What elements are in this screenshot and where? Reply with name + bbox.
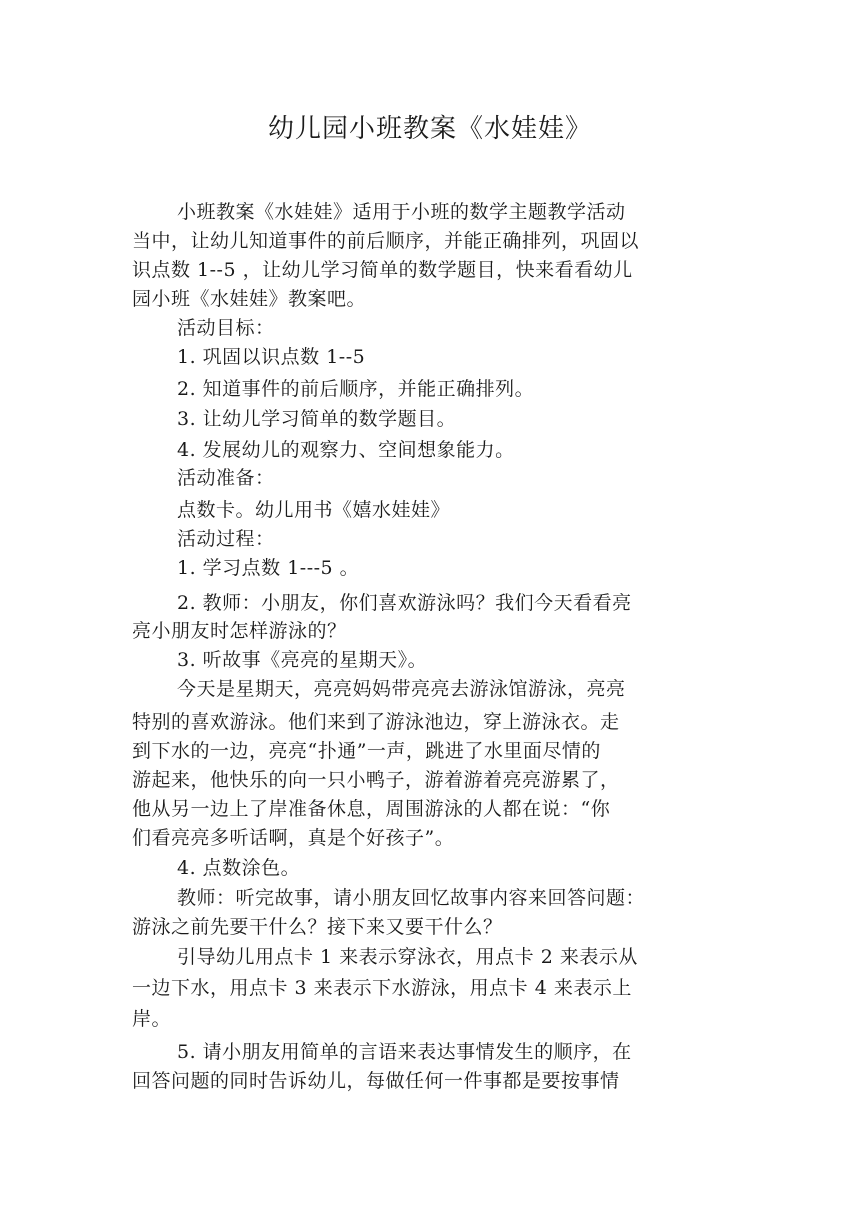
list-item: 4. 点数涂色。 — [177, 857, 301, 879]
paragraph-line: 一边下水，用点卡 3 来表示下水游泳，用点卡 4 来表示上 — [132, 977, 632, 999]
paragraph-line: 到下水的一边，亮亮“扑通”一声，跳进了水里面尽情的 — [132, 740, 601, 762]
paragraph-line: 今天是星期天，亮亮妈妈带亮亮去游泳馆游泳，亮亮 — [177, 678, 626, 700]
paragraph-line: 识点数 1--5 ，让幼儿学习简单的数学题目，快来看看幼儿 — [132, 259, 633, 281]
list-item: 3. 让幼儿学习简单的数学题目。 — [177, 408, 457, 430]
list-item: 5. 请小朋友用简单的言语来表达事情发生的顺序，在 — [177, 1041, 632, 1063]
paragraph-line: 当中，让幼儿知道事件的前后顺序，并能正确排列，巩固以 — [132, 230, 640, 252]
paragraph-line: 园小班《水娃娃》教案吧。 — [132, 288, 367, 310]
list-item: 2. 知道事件的前后顺序，并能正确排列。 — [177, 378, 535, 400]
document-title: 幼儿园小班教案《水娃娃》 — [267, 114, 592, 144]
paragraph-line: 岸。 — [132, 1008, 172, 1030]
section-heading: 活动准备： — [177, 467, 275, 489]
list-item: 1. 巩固以识点数 1--5 — [177, 346, 366, 368]
paragraph-line: 他从另一边上了岸准备休息，周围游泳的人都在说：“你 — [132, 798, 611, 820]
list-item: 3. 听故事《亮亮的星期天》。 — [177, 649, 428, 671]
paragraph-line: 亮小朋友时怎样游泳的？ — [132, 620, 347, 642]
list-item: 4. 发展幼儿的观察力、空间想象能力。 — [177, 439, 515, 461]
paragraph-line: 引导幼儿用点卡 1 来表示穿泳衣，用点卡 2 来表示从 — [177, 946, 638, 968]
section-heading: 活动目标： — [177, 317, 275, 339]
paragraph-line: 小班教案《水娃娃》适用于小班的数学主题教学活动 — [177, 201, 626, 223]
paragraph-line: 回答问题的同时告诉幼儿，每做任何一件事都是要按事情 — [132, 1070, 620, 1092]
list-item: 1. 学习点数 1---5 。 — [177, 557, 360, 579]
paragraph-line: 教师：听完故事，请小朋友回忆故事内容来回答问题： — [177, 887, 646, 909]
list-item: 2. 教师：小朋友，你们喜欢游泳吗？我们今天看看亮 — [177, 592, 632, 614]
section-heading: 活动过程： — [177, 528, 275, 550]
paragraph-line: 特别的喜欢游泳。他们来到了游泳池边，穿上游泳衣。走 — [132, 711, 620, 733]
paragraph-line: 们看亮亮多听话啊，真是个好孩子”。 — [132, 827, 455, 849]
paragraph-line: 游起来，他快乐的向一只小鸭子，游着游着亮亮游累了， — [132, 769, 620, 791]
paragraph-line: 点数卡。幼儿用书《嬉水娃娃》 — [177, 499, 451, 521]
paragraph-line: 游泳之前先要干什么？接下来又要干什么？ — [132, 916, 503, 938]
